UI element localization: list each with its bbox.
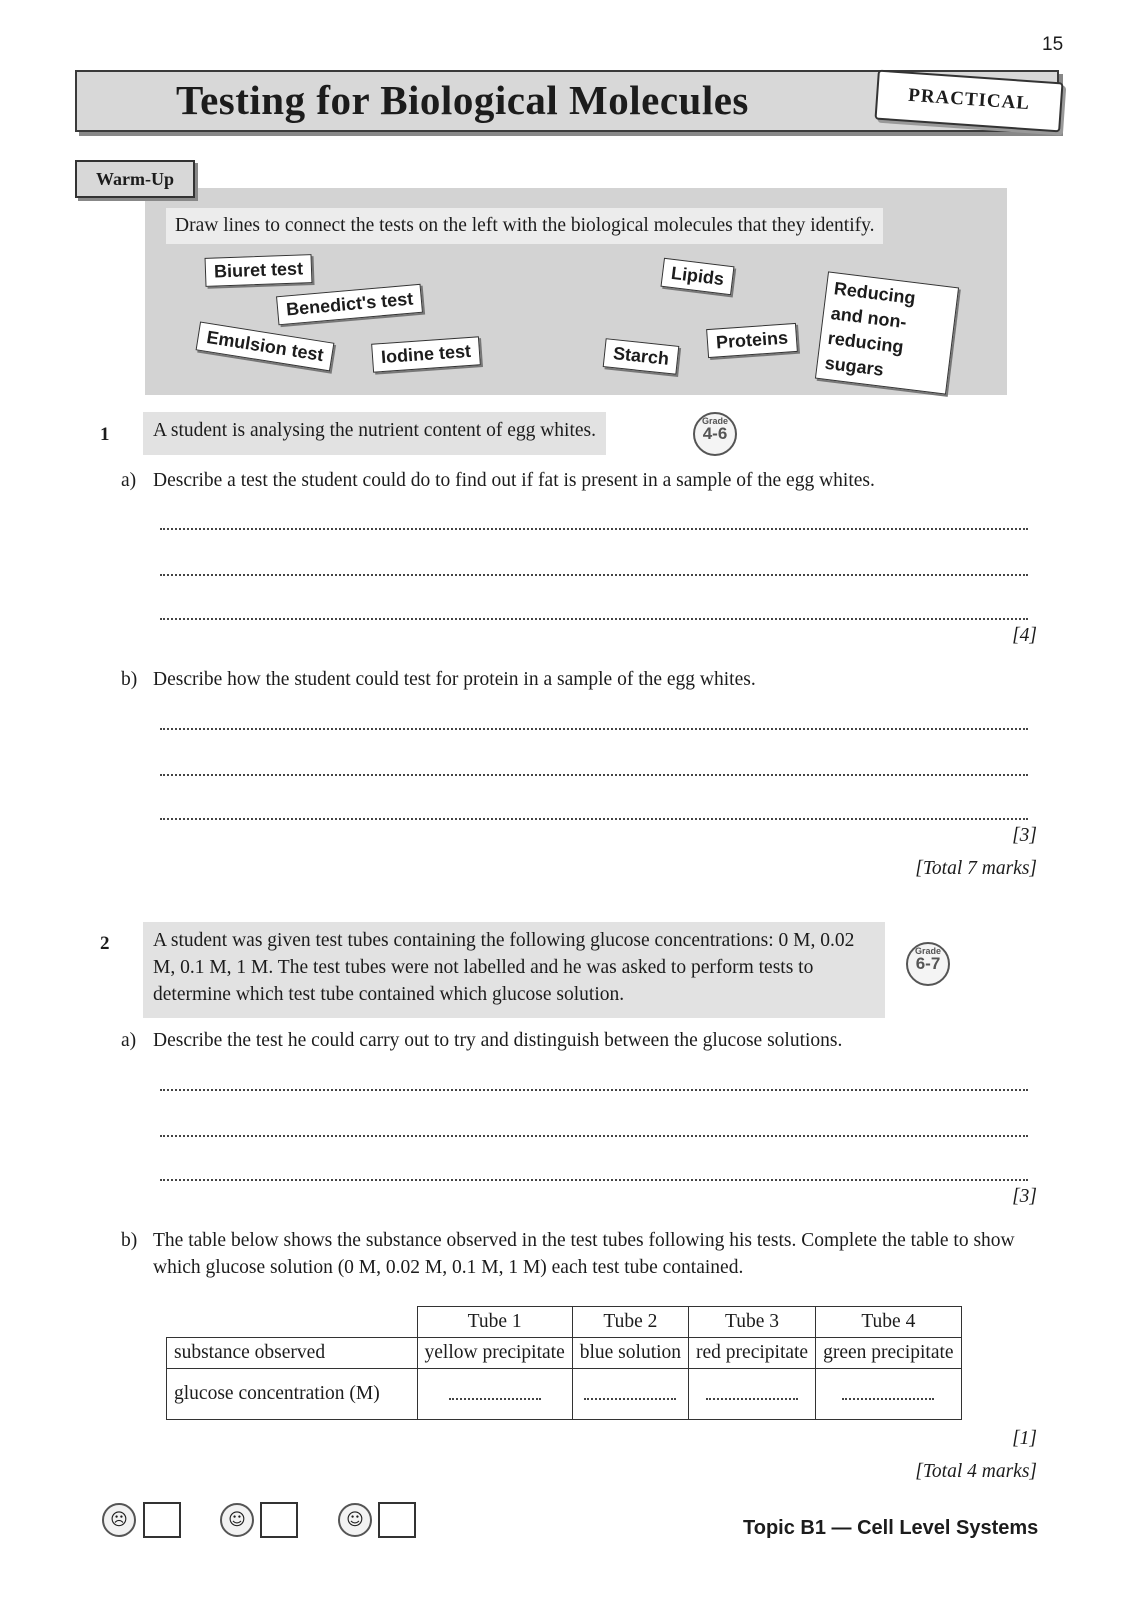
grade-4-6-badge	[693, 412, 737, 456]
answer-dots[interactable]	[449, 1398, 541, 1400]
practical-badge: PRACTICAL	[874, 70, 1063, 133]
grade-6-7-badge	[906, 942, 950, 986]
answer-dots[interactable]	[706, 1398, 798, 1400]
table-header-tube-3: Tube 3	[689, 1307, 816, 1338]
checkbox-struggled[interactable]	[143, 1502, 181, 1538]
question-2-stem: A student was given test tubes containing the following glucose concentrations: 0 M, 0.02 M, 0.1 M, 1 M. The test tubes were not labelled and he was asked to perform tests to determine which test tube contained which glucose solution.	[143, 922, 885, 1018]
molecule-tag-starch[interactable]: Starch	[603, 338, 680, 375]
answer-cell[interactable]	[572, 1369, 688, 1420]
table-row	[167, 1369, 962, 1420]
table-cell: green precipitate	[816, 1338, 961, 1369]
question-2a-marks: [3]	[1012, 1186, 1037, 1207]
answer-dots[interactable]	[842, 1398, 934, 1400]
question-1a-label: a)	[121, 470, 137, 491]
answer-line[interactable]	[160, 1135, 1028, 1137]
answer-line[interactable]	[160, 618, 1028, 620]
checkbox-okay[interactable]	[260, 1502, 298, 1538]
table-cell: yellow precipitate	[417, 1338, 572, 1369]
answer-line[interactable]	[160, 574, 1028, 576]
question-2a-label: a)	[121, 1030, 137, 1051]
test-tag-benedicts[interactable]: Benedict's test	[276, 284, 423, 326]
row-label-substance: substance observed	[167, 1338, 418, 1369]
table-corner	[167, 1307, 418, 1338]
answer-cell[interactable]	[417, 1369, 572, 1420]
question-2-total: [Total 4 marks]	[915, 1461, 1037, 1482]
sad-face-icon: ☹	[102, 1503, 136, 1537]
answer-line[interactable]	[160, 728, 1028, 730]
molecule-tag-sugars[interactable]: Reducing and non-reducing sugars	[815, 271, 959, 394]
test-tag-biuret[interactable]: Biuret test	[205, 254, 313, 287]
question-1a-text: Describe a test the student could do to find out if fat is present in a sample of the egg whites.	[153, 470, 875, 491]
page-title: Testing for Biological Molecules	[176, 77, 749, 123]
table-header-tube-2: Tube 2	[572, 1307, 688, 1338]
warmup-label: Warm-Up	[75, 160, 195, 198]
table-row	[167, 1338, 962, 1369]
question-2b-text: The table below shows the substance observed in the test tubes following his tests. Complete the table to show which glucose solution (0 M, 0.02 M, 0.1 M, 1 M) each test tube contained.	[153, 1230, 1015, 1278]
warmup-instruction: Draw lines to connect the tests on the left with the biological molecules that they identify.	[166, 208, 883, 244]
question-1b-marks: [3]	[1012, 825, 1037, 846]
grade-value: 6-7	[915, 954, 941, 973]
answer-cell[interactable]	[816, 1369, 961, 1420]
molecule-tag-lipids[interactable]: Lipids	[660, 258, 734, 295]
question-1b-text: Describe how the student could test for protein in a sample of the egg whites.	[153, 669, 756, 690]
grade-word: Grade	[914, 946, 941, 956]
grade-value: 4-6	[702, 424, 728, 443]
table-cell: blue solution	[572, 1338, 688, 1369]
results-table	[166, 1306, 962, 1420]
molecule-tag-proteins[interactable]: Proteins	[706, 323, 798, 358]
question-2-number: 2	[100, 933, 110, 954]
answer-line[interactable]	[160, 774, 1028, 776]
happy-face-icon: ☺	[338, 1503, 372, 1537]
answer-dots[interactable]	[584, 1398, 676, 1400]
question-1a-marks: [4]	[1012, 625, 1037, 646]
question-2a-text: Describe the test he could carry out to try and distinguish between the glucose solutions.	[153, 1030, 843, 1051]
question-1-number: 1	[100, 424, 110, 445]
question-2b-label: b)	[121, 1230, 138, 1251]
answer-line[interactable]	[160, 1179, 1028, 1181]
table-header-row	[167, 1307, 962, 1338]
answer-line[interactable]	[160, 528, 1028, 530]
row-label-glucose: glucose concentration (M)	[167, 1369, 418, 1420]
table-header-tube-4: Tube 4	[816, 1307, 961, 1338]
question-1b-label: b)	[121, 669, 138, 690]
answer-cell[interactable]	[689, 1369, 816, 1420]
neutral-face-icon: ☺	[220, 1503, 254, 1537]
question-2b-marks: [1]	[1012, 1428, 1037, 1449]
grade-word: Grade	[701, 416, 728, 426]
question-1-total: [Total 7 marks]	[915, 858, 1037, 879]
answer-line[interactable]	[160, 1089, 1028, 1091]
test-tag-iodine[interactable]: Iodine test	[371, 336, 481, 372]
page-number: 15	[1042, 34, 1064, 55]
table-cell: red precipitate	[689, 1338, 816, 1369]
checkbox-confident[interactable]	[378, 1502, 416, 1538]
answer-line[interactable]	[160, 818, 1028, 820]
test-tag-emulsion[interactable]: Emulsion test	[196, 322, 335, 372]
table-header-tube-1: Tube 1	[417, 1307, 572, 1338]
question-1-stem: A student is analysing the nutrient content of egg whites.	[143, 412, 606, 455]
footer-topic: Topic B1 — Cell Level Systems	[743, 1517, 1039, 1539]
